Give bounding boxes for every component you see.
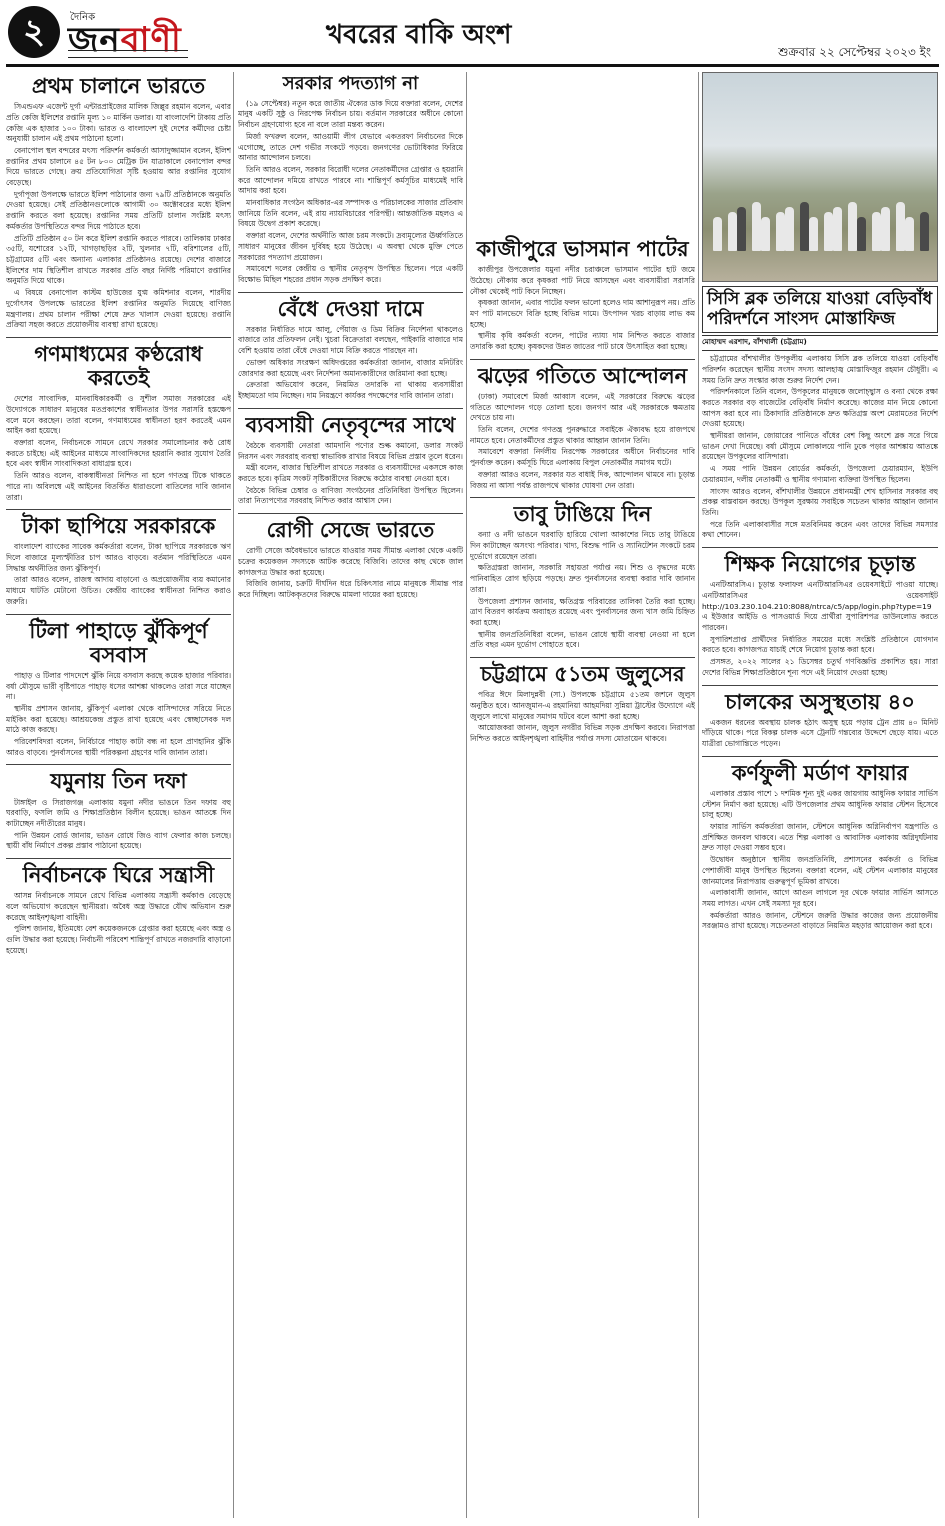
story (6, 764, 231, 852)
column-divider (698, 72, 699, 1518)
story-body (470, 690, 695, 745)
story-paragraph: দেশের সাংবাদিক, মানবাধিকারকর্মী ও সুশীল সমাজ সরকারের এই উদ্যোগকে সাধারণ মানুষের মতপ্রকাশের স্বাধীনতার উপর সরাসরি হস্তক্ষেপ বলে মনে করছেন। তারা বলেন, গণমাধ্যমের স্বাধীনতা হরণ করতেই এমন আইন করা হয়েছে। (6, 394, 231, 436)
column-divider (233, 72, 234, 1518)
story (238, 292, 463, 402)
story-paragraph: মানবাধিকার সংগঠন অধিকার-এর সম্পাদক ও পরিচালকের সাজার প্রতিবাদ জানিয়ে তিনি বলেন, এই রায় ন্যায়বিচারের পরিপন্থী। আন্তর্জাতিক মহলও এ বিষয়ে উদ্বেগ প্রকাশ করেছে। (238, 198, 463, 229)
story-paragraph: বক্তারা বলেন, নির্বাচনকে সামনে রেখে সরকার সমালোচনার কণ্ঠ রোধ করতে চাইছে। এই আইনের মাধ্যমে সাংবাদিকদের হয়রানি করার সুযোগ তৈরি হবে এবং স্বাধীন সাংবাদিকতা বাধাগ্রস্ত হবে। (6, 438, 231, 469)
story-paragraph: বন্যা ও নদী ভাঙনে ঘরবাড়ি হারিয়ে খোলা আকাশের নিচে তাবু টাঙিয়ে দিন কাটাচ্ছেন অসংখ্য পরিবার। খাদ্য, বিশুদ্ধ পানি ও স্যানিটেশন সংকটে চরম দুর্ভোগে রয়েছেন তারা। (470, 530, 695, 561)
photo-figure (752, 202, 761, 251)
story-paragraph: এ সময় পানি উন্নয়ন বোর্ডের কর্মকর্তা, উপজেলা চেয়ারম্যান, ইউপি চেয়ারম্যান, দলীয় নেতাকর্মী ও স্থানীয় গণ্যমান্য ব্যক্তিরা উপস্থিত ছিলেন। (702, 464, 938, 484)
story (6, 74, 231, 331)
headline: ঝড়ের গতিতে আন্দোলন (470, 359, 695, 388)
photo-figure (920, 212, 929, 251)
story-paragraph: তারা আরও বলেন, রাজস্ব আদায় বাড়ানো ও অপ্রয়োজনীয় ব্যয় কমানোর মাধ্যমে ঘাটতি মেটানো উচিত। কেন্দ্রীয় ব্যাংকের স্বাধীনতা নিশ্চিত করাও জরুরি। (6, 575, 231, 606)
story-body (238, 441, 463, 507)
story-paragraph: স্থানীয় কৃষি কর্মকর্তা বলেন, পাটের ন্যায্য দাম নিশ্চিত করতে বাজার তদারকি করা হচ্ছে। কৃষকদের উন্নত জাতের পাট চাষে উৎসাহিত করা হচ্ছে। (470, 331, 695, 352)
logo-prefix: দৈনিক (70, 12, 96, 23)
story-paragraph: রোগী সেজে অবৈধভাবে ভারতে যাওয়ার সময় সীমান্ত এলাকা থেকে একটি চক্রের কয়েকজন সদস্যকে আটক করেছে বিজিবি। তাদের কাছ থেকে জাল কাগজপত্র উদ্ধার করা হয়েছে। (238, 546, 463, 577)
story-paragraph: স্থানীয় প্রশাসন জানায়, ঝুঁকিপূর্ণ এলাকা থেকে বাসিন্দাদের সরিয়ে নিতে মাইকিং করা হয়েছে। আশ্রয়কেন্দ্র প্রস্তুত রাখা হয়েছে এবং স্বেচ্ছাসেবক দল মাঠে কাজ করছে। (6, 703, 231, 735)
story-paragraph: এলাকার প্রস্তাব পাশে ১ দশমিক শূন্য দুই একর জায়গায় আধুনিক ফায়ার সার্ভিস স্টেশন নির্মাণ করা হয়েছে। এটি উপজেলার প্রথম আধুনিক ফায়ার স্টেশন হিসেবে চালু হচ্ছে। (702, 788, 938, 820)
page-heading: খবরের বাকি অংশ (326, 20, 512, 50)
headline: সিসি ব্লক তলিয়ে যাওয়া বেড়িবাঁধ পরিদর্শনে সাংসদ মোস্তাফিজ (707, 289, 933, 329)
logo-underline (68, 50, 188, 58)
story-body (470, 530, 695, 651)
story-paragraph: আসন্ন নির্বাচনকে সামনে রেখে বিভিন্ন এলাকায় সন্ত্রাসী কর্মকাণ্ড বেড়েছে বলে অভিযোগ করেছেন স্থানীয়রা। অবৈধ অস্ত্র উদ্ধারে যৌথ অভিযান শুরু করেছে আইনশৃঙ্খলা বাহিনী। (6, 891, 231, 922)
story-paragraph: বিজিবি জানায়, চক্রটি দীর্ঘদিন ধরে চিকিৎসার নামে মানুষকে সীমান্ত পার করে দিচ্ছিল। আটককৃতদের বিরুদ্ধে মামলা দায়ের করা হয়েছে। (238, 579, 463, 600)
photo-figure (809, 217, 818, 251)
story (702, 286, 938, 541)
story-paragraph: পরিদর্শনকালে তিনি বলেন, উপকূলের মানুষকে জলোচ্ছ্বাস ও বন্যা থেকে রক্ষা করতে সরকার বড় বাজেটের বেড়িবাঁধ নির্মাণ করেছে। কাজের মান নিয়ে কোনো আপস করা হবে না। ঠিকাদারি প্রতিষ্ঠানকে দ্রুত ক্ষতিগ্রস্ত অংশ মেরামতের নির্দেশ দেওয়া হয়েছে। (702, 387, 938, 429)
story-paragraph: পরিবেশবিদরা বলেন, নির্বিচারে পাহাড় কাটা বন্ধ না হলে প্রাণহানির ঝুঁকি আরও বাড়বে। পুনর্বাসনের স্থায়ী পরিকল্পনা গ্রহণের দাবি জানান তারা। (6, 737, 231, 757)
story-paragraph: বাংলাদেশ ব্যাংকের সাবেক কর্মকর্তারা বলেন, টাকা ছাপিয়ে সরকারকে ঋণ দিলে বাজারে মূল্যস্ফীতির চাপ আরও বাড়বে। বর্তমান পরিস্থিতিতে এমন সিদ্ধান্ত অর্থনীতির জন্য ঝুঁকিপূর্ণ। (6, 542, 231, 573)
news-photo (702, 72, 938, 282)
photo-crowd (713, 191, 927, 251)
story-body (6, 671, 231, 759)
story-paragraph: তিনি আরও বলেন, বাকস্বাধীনতা নিশ্চিত না হলে গণতন্ত্র টিকে থাকতে পারে না। অবিলম্বে এই আইনের বিতর্কিত ধারাগুলো বাতিলের দাবি জানান তারা। (6, 471, 231, 502)
headline: রোগী সেজে ভারতে (238, 513, 463, 542)
story-paragraph: স্থানীয় জনপ্রতিনিধিরা বলেন, ভাঙন রোধে স্থায়ী ব্যবস্থা নেওয়া না হলে প্রতি বছর এমন দুর্ভোগ পোহাতে হবে। (470, 629, 695, 650)
story-paragraph: বক্তারা বলেন, দেশের অর্থনীতি আজ চরম সংকটে। দ্রব্যমূল্যের ঊর্ধ্বগতিতে সাধারণ মানুষের জীবন দুর্বিষহ হয়ে উঠেছে। এ অবস্থা থেকে মুক্তি পেতে সরকারের পদত্যাগ প্রয়োজন। (238, 231, 463, 262)
photo-figure (776, 212, 785, 251)
story (470, 497, 695, 651)
story-paragraph: বৈঠকে বিভিন্ন চেম্বার ও বাণিজ্য সংগঠনের প্রতিনিধিরা উপস্থিত ছিলেন। তারা নিত্যপণ্যের সরবরাহ নিশ্চিত করার আশ্বাস দেন। (238, 485, 463, 506)
story-body (6, 891, 231, 956)
story-paragraph: সাংসদ আরও বলেন, বাঁশখালীর উন্নয়নে প্রধানমন্ত্রী শেখ হাসিনার সরকার বহু প্রকল্প বাস্তবায়ন করছে। উপকূল সুরক্ষায় সবাইকে সচেতন থাকার আহ্বান জানান তিনি। (702, 486, 938, 517)
story-paragraph: প্রসঙ্গত, ২০২২ সালের ২১ ডিসেম্বর চতুর্থ গণবিজ্ঞপ্তি প্রকাশিত হয়। সারা দেশের বিভিন্ন শিক্ষাপ্রতিষ্ঠানে শূন্য পদে এই নিয়োগ দেওয়া হচ্ছে। (702, 657, 938, 677)
story-paragraph: ফায়ার সার্ভিস কর্মকর্তারা জানান, স্টেশনে আধুনিক অগ্নিনির্বাপণ যন্ত্রপাতি ও প্রশিক্ষিত জনবল থাকবে। এতে শিল্প এলাকা ও আবাসিক এলাকায় অগ্নিদুর্ঘটনায় দ্রুত সাড়া দেওয়া সম্ভব হবে। (702, 822, 938, 853)
story-paragraph: পানি উন্নয়ন বোর্ড জানায়, ভাঙন রোধে জিও ব্যাগ ফেলার কাজ চলছে। স্থায়ী বাঁধ নির্মাণে প্রকল্প প্রস্তাব পাঠানো হয়েছে। (6, 830, 231, 851)
photo-figure (800, 202, 809, 251)
story-paragraph: (১৯ সেপ্টেম্বর) নতুন করে জাতীয় ঐক্যের ডাক দিয়ে বক্তারা বলেন, দেশের মানুষ একটি সুষ্ঠু ও নিরপেক্ষ নির্বাচন চায়। বর্তমান সরকারের অধীনে কোনো নির্বাচন গ্রহণযোগ্য হবে না বলে তারা মন্তব্য করেন। (238, 98, 463, 130)
column-1 (6, 72, 231, 1518)
story-paragraph: তিনি বলেন, দেশের গণতন্ত্র পুনরুদ্ধারে সবাইকে ঐক্যবদ্ধ হয়ে রাজপথে নামতে হবে। নেতাকর্মীদের প্রস্তুত থাকার আহ্বান জানান তিনি। (470, 425, 695, 445)
headline: ব্যবসায়ী নেতৃবৃন্দের সাথে (238, 408, 463, 437)
story-body (702, 354, 938, 541)
logo-part-2: বাণী (120, 20, 182, 60)
story-paragraph: দুর্গাপূজা উপলক্ষে ভারতে ইলিশ পাঠানোর জন্য ৭৯টি প্রতিষ্ঠানকে অনুমতি দেওয়া হয়েছে। সেই প্রতিষ্ঠানগুলোকে আগামী ৩০ অক্টোবরের মধ্যে ইলিশ রপ্তানি করতে বলা হয়েছে। রপ্তানির সময় প্রতিটি চালান সংশ্লিষ্ট মৎস্য কর্মকর্তার উপস্থিতিতে বন্দর দিয়ে পাঠাতে হবে। (6, 189, 231, 231)
column-divider (466, 72, 467, 1518)
story-body (6, 798, 231, 853)
story-paragraph: পবিত্র ঈদে মিলাদুন্নবী (সা.) উপলক্ষে চট্টগ্রামে ৫১তম জশনে জুলুস অনুষ্ঠিত হবে। আনজুমান-এ রহমানিয়া আহমদিয়া সুন্নিয়া ট্রাস্টের উদ্যোগে এই জুলুসে লাখো মানুষের সমাগম ঘটবে বলে আশা করা হচ্ছে। (470, 690, 695, 721)
logo-part-1: জন (68, 20, 121, 60)
headline: শিক্ষক নিয়োগের চূড়ান্ত (702, 547, 938, 576)
story-paragraph: উদ্বোধন অনুষ্ঠানে স্থানীয় জনপ্রতিনিধি, প্রশাসনের কর্মকর্তা ও বিভিন্ন পেশাজীবী মানুষ উপস্থিত ছিলেন। বক্তারা বলেন, এই স্টেশন এলাকার মানুষের জানমালের নিরাপত্তায় গুরুত্বপূর্ণ ভূমিকা রাখবে। (702, 855, 938, 886)
story-body (6, 102, 231, 331)
photo-figure (905, 217, 914, 251)
story-paragraph: সমাবেশে দলের কেন্দ্রীয় ও স্থানীয় নেতৃবৃন্দ উপস্থিত ছিলেন। পরে একটি বিক্ষোভ মিছিল শহরের প্রধান সড়ক প্রদক্ষিণ করে। (238, 264, 463, 284)
story (702, 685, 938, 750)
photo-figure (872, 212, 881, 251)
headline: তাবু টাঙিয়ে দিন (470, 497, 695, 526)
story-paragraph: ভোক্তা অধিকার সংরক্ষণ অধিদপ্তরের কর্মকর্তারা জানান, বাজার মনিটরিং জোরদার করা হয়েছে এবং নির্দেশনা অমান্যকারীদের জরিমানা করা হচ্ছে। (238, 357, 463, 378)
story-paragraph: বক্তারা আরও বলেন, সরকার যত বাধাই দিক, আন্দোলন থামবে না। চূড়ান্ত বিজয় না আসা পর্যন্ত রাজপথে থাকার ঘোষণা দেন তারা। (470, 469, 695, 490)
byline: মোহাম্মদ এরশাদ, বাঁশখালী (চট্টগ্রাম) (702, 335, 938, 351)
story-paragraph: সরকার নির্ধারিত দামে আলু, পেঁয়াজ ও ডিম বিক্রির নির্দেশনা থাকলেও বাজারে তার প্রতিফলন নেই। খুচরা বিক্রেতারা বলছেন, পাইকারি বাজারে দাম বেশি হওয়ায় তারা বেঁধে দেওয়া দামে বিক্রি করতে পারছেন না। (238, 324, 463, 356)
story-paragraph: সুপারিশপ্রাপ্ত প্রার্থীদের নির্ধারিত সময়ের মধ্যে সংশ্লিষ্ট প্রতিষ্ঠানে যোগদান করতে হবে। কাগজপত্র যাচাই শেষে নিয়োগ চূড়ান্ত করা হবে। (702, 634, 938, 655)
story-body (6, 542, 231, 607)
story-body (238, 99, 463, 286)
story-body (6, 394, 231, 503)
story-body (470, 265, 695, 353)
headline: চালকের অসুস্থতায় ৪০ (702, 685, 938, 714)
headline: প্রথম চালানে ভারতে (31, 74, 206, 98)
photo-figure (785, 207, 794, 251)
story-paragraph: কৃষকরা জানান, এবার পাটের ফলন ভালো হলেও দাম আশানুরূপ নয়। প্রতি মণ পাট মানভেদে বিক্রি হচ্ছে বিভিন্ন দামে। উৎপাদন খরচ বাড়ায় লাভ কম হচ্ছে। (470, 298, 695, 329)
headline: গণমাধ্যমের কণ্ঠরোধ করতেই (6, 337, 231, 390)
photo-figure (881, 207, 890, 251)
story-paragraph: টাঙ্গাইল ও সিরাজগঞ্জ এলাকায় যমুনা নদীর ভাঙনে তিন দফায় বহু ঘরবাড়ি, ফসলি জমি ও শিক্ষাপ্রতিষ্ঠান বিলীন হয়েছে। ভাঙন আতঙ্কে দিন কাটাচ্ছেন নদীতীরের মানুষ। (6, 797, 231, 829)
masthead (6, 4, 939, 62)
headline-box (702, 286, 938, 333)
headline: টাকা ছাপিয়ে সরকারকে (6, 509, 231, 538)
story-paragraph: প্রতিটি প্রতিষ্ঠান ৫০ টন করে ইলিশ রপ্তানি করতে পারবে। তালিকায় ঢাকার ৩৫টি, যশোরের ১২টি, খাগড়াছড়ির ২টি, খুলনার ৭টি, বরিশালের ৫টি, চট্টগ্রামের ৫টি এবং অন্যান্য এলাকার প্রতিষ্ঠানও রয়েছে। দেশের বাজারে ইলিশের দাম স্থিতিশীল রাখতে সরকার প্রতি বছর নির্দিষ্ট পরিমাণে রপ্তানির অনুমতি দিয়ে থাকে। (6, 233, 231, 286)
story-paragraph: কর্মকর্তারা আরও জানান, স্টেশনে জরুরি উদ্ধার কাজের জন্য প্রয়োজনীয় সরঞ্জামও রাখা হয়েছে। সচেতনতা বাড়াতে নিয়মিত মহড়ার আয়োজন করা হবে। (702, 910, 938, 931)
column-3 (470, 72, 695, 1518)
story-paragraph: চট্টগ্রামের বাঁশখালীর উপকূলীয় এলাকায় সিসি ব্লক তলিয়ে যাওয়া বেড়িবাঁধ পরিদর্শন করেছেন স্থানীয় সংসদ সদস্য আলহাজ্ব মোস্তাফিজুর রহমান চৌধুরী। এ সময় তিনি দ্রুত সংস্কার কাজ শুরুর নির্দেশ দেন। (702, 354, 938, 385)
photo-figure (713, 217, 722, 251)
story-paragraph: এ বিষয়ে বেনাপোল কাস্টম হাউজের যুগ্ম কমিশনার বলেন, শারদীয় দুর্গোৎসব উপলক্ষে ভারতের ইলিশ রপ্তানির অনুমতি দিয়েছে বাণিজ্য মন্ত্রণালয়। প্রথম চালান পরীক্ষা শেষে দ্রুত খালাস দেওয়া হয়েছে। রপ্তানি প্রক্রিয়া সহজ করতে প্রয়োজনীয় ব্যবস্থা রাখা হয়েছে। (6, 288, 231, 330)
story-paragraph: মির্জা ফখরুল বলেন, আওয়ামী লীগ যেভাবে একতরফা নির্বাচনের দিকে এগোচ্ছে, তাতে দেশ গভীর সংকটে পড়বে। জনগণের ভোটাধিকার ফিরিয়ে আনার আন্দোলন চলবে। (238, 131, 463, 163)
story (6, 858, 231, 956)
story-body (238, 546, 463, 601)
story-paragraph: মন্ত্রী বলেন, বাজার স্থিতিশীল রাখতে সরকার ও ব্যবসায়ীদের একসঙ্গে কাজ করতে হবে। কৃত্রিম সংকট সৃষ্টিকারীদের বিরুদ্ধে কঠোর ব্যবস্থা নেওয়া হবে। (238, 463, 463, 483)
story-paragraph: সমাবেশে বক্তারা নির্দলীয় নিরপেক্ষ সরকারের অধীনে নির্বাচনের দাবি পুনর্ব্যক্ত করেন। কর্মসূচি ঘিরে এলাকায় বিপুল নেতাকর্মীর সমাগম ঘটে। (470, 447, 695, 468)
story (470, 359, 695, 491)
story-paragraph: কাজীপুর উপজেলার যমুনা নদীর চরাঞ্চলে ভাসমান পাটের হাট জমে উঠেছে। নৌকায় করে কৃষকরা পাট নিয়ে আসছেন এবং ব্যবসায়ীরা সরাসরি নৌকা থেকেই পাট কিনে নিচ্ছেন। (470, 265, 695, 296)
story-paragraph: তিনি আরও বলেন, সরকার বিরোধী দলের নেতাকর্মীদের গ্রেপ্তার ও হয়রানি করে আন্দোলন দমিয়ে রাখতে পারবে না। শান্তিপূর্ণ কর্মসূচির মাধ্যমেই দাবি আদায় করা হবে। (238, 164, 463, 196)
headline: যমুনায় তিন দফা (6, 764, 231, 793)
story-body (702, 580, 938, 678)
page-number: ২ (8, 6, 60, 58)
story-paragraph: (ঢাকা) সমাবেশে মির্জা আব্বাস বলেন, এই সরকারের বিরুদ্ধে ঝড়ের গতিতে আন্দোলন গড়ে তোলা হবে। জনগণ আর এই সরকারকে ক্ষমতায় দেখতে চায় না। (470, 391, 695, 423)
page-date: শুক্রবার ২২ সেপ্টেম্বর ২০২৩ ইং (778, 45, 931, 59)
story-paragraph: এলাকাবাসী জানান, আগে আগুন লাগলে দূর থেকে ফায়ার সার্ভিস আসতে সময় লাগত। এখন সেই সমস্যা দূর হবে। (702, 888, 938, 908)
story (238, 408, 463, 507)
story-paragraph: বৈঠকে ব্যবসায়ী নেতারা আমদানি পণ্যের শুল্ক কমানো, ডলার সংকট নিরসন এবং সরবরাহ ব্যবস্থা স্বাভাবিক রাখার বিষয়ে বিভিন্ন প্রস্তাব তুলে ধরেন। (238, 440, 463, 461)
story-paragraph: আয়োজকরা জানান, জুলুস নগরীর বিভিন্ন সড়ক প্রদক্ষিণ করবে। নিরাপত্তা নিশ্চিত করতে আইনশৃঙ্খলা বাহিনীর পর্যাপ্ত সদস্য মোতায়েন থাকবে। (470, 723, 695, 744)
story-paragraph: পরে তিনি এলাকাবাসীর সঙ্গে মতবিনিময় করেন এবং তাদের বিভিন্ন সমস্যার কথা শোনেন। (702, 519, 938, 540)
story (470, 237, 695, 353)
headline: টিলা পাহাড়ে ঝুঁকিপূর্ণ বসবাস (6, 614, 231, 667)
headline: নির্বাচনকে ঘিরে সন্ত্রাসী (6, 858, 231, 887)
story-paragraph: এনটিআরসিএ। চূড়ান্ত ফলাফল এনটিআরসিএর ওয়েবসাইটে পাওয়া যাচ্ছে। এনটিআরসিএর ওয়েবসাইট http://103.230.104.210:8088/ntrca/c5/app/login.php?type=19 এ ইউজার আইডি ও পাসওয়ার্ড দিয়ে প্রার্থীরা সুপারিশপত্র ডাউনলোড করতে পারবেন। (702, 580, 938, 632)
story-body (470, 392, 695, 491)
photo-figure (761, 217, 770, 251)
headline: সরকার পদত্যাগ না (282, 73, 419, 94)
story-paragraph: বেনাপোল স্থল বন্দরের মৎস্য পরিদর্শন কর্মকর্তা আসাদুজ্জামান বলেন, ইলিশ রপ্তানির প্রথম চালানে ৪৫ টন ৮০০ মেট্রিক টন যাত্রাকালে বেনাপোল বন্দর দিয়ে ভারতে গেছে। ক্রয় প্রতিযোগিতা সৃষ্টি হওয়ায় আর রপ্তানির সুযোগ বেড়েছে। (6, 145, 231, 188)
story-body (702, 718, 938, 750)
story-paragraph: ক্রেতারা অভিযোগ করেন, নিয়মিত তদারকি না থাকায় ব্যবসায়ীরা ইচ্ছামতো দাম নিচ্ছেন। দাম নিয়ন্ত্রণে কার্যকর পদক্ষেপের দাবি জানান তারা। (238, 380, 463, 400)
story-paragraph: সিএন্ডএফ এজেন্ট দুর্গা এন্টারপ্রাইজের মালিক জিল্লুর রহমান বলেন, এবার প্রতি কেজি ইলিশের রপ্তানি মূল্য ১০ মার্কিন ডলার। যা বাংলাদেশি টাকায় প্রতি কেজি এক হাজার ১০০ টাকা। ভারত ও বাংলাদেশ দুই দেশের কর্মীদের চেষ্টা অনুযায়ী চালান এই প্রথম পাঠানো হলো। (6, 102, 231, 144)
headline: চট্টগ্রামে ৫১তম জুলুসের (470, 657, 695, 686)
headline: কাজীপুরে ভাসমান পাটের (476, 237, 689, 261)
photo-figure (833, 207, 842, 251)
headline: বেঁধে দেওয়া দামে (238, 292, 463, 321)
story-paragraph: পাহাড় ও টিলার পাদদেশে ঝুঁকি নিয়ে বসবাস করছে কয়েক হাজার পরিবার। বর্ষা মৌসুমে ভারী বৃষ্টিপাতে পাহাড় ধসের আশঙ্কা থাকলেও তারা সরে যাচ্ছেন না। (6, 670, 231, 702)
story (238, 74, 463, 286)
photo-figure (824, 212, 833, 251)
story-paragraph: ক্ষতিগ্রস্তরা জানান, সরকারি সহায়তা পর্যাপ্ত নয়। শিশু ও বৃদ্ধদের মধ্যে পানিবাহিত রোগ ছড়িয়ে পড়ছে। দ্রুত পুনর্বাসনের ব্যবস্থা করার দাবি জানান তারা। (470, 563, 695, 594)
masthead-rule (6, 64, 939, 67)
story-body (702, 789, 938, 932)
story (238, 513, 463, 601)
story-paragraph: উপজেলা প্রশাসন জানায়, ক্ষতিগ্রস্ত পরিবারের তালিকা তৈরি করা হচ্ছে। ত্রাণ বিতরণ কার্যক্রম অব্যাহত রয়েছে এবং পুনর্বাসনের জন্য খাস জমি চিহ্নিত করা হচ্ছে। (470, 596, 695, 627)
column-2 (238, 72, 463, 1518)
photo-figure (728, 212, 737, 251)
story (6, 337, 231, 503)
story (702, 547, 938, 678)
story-body (238, 325, 463, 402)
photo-figure (857, 217, 866, 251)
column-4 (702, 72, 938, 1518)
story-paragraph: একজন ধরনের অবস্থায় চালক হঠাৎ অসুস্থ হয়ে পড়ায় ট্রেন প্রায় ৪০ মিনিট দাঁড়িয়ে থাকে। পরে বিকল্প চালক এসে ট্রেনটি গন্তব্যের উদ্দেশে ছেড়ে যায়। এতে যাত্রীরা ভোগান্তিতে পড়েন। (702, 717, 938, 749)
story-paragraph: স্থানীয়রা জানান, জোয়ারের পানিতে বাঁধের বেশ কিছু অংশে ব্লক সরে গিয়ে ভাঙন দেখা দিয়েছে। বর্ষা মৌসুমে লোকালয়ে পানি ঢুকে পড়ার আশঙ্কায় আতঙ্কে রয়েছেন উপকূলের বাসিন্দারা। (702, 431, 938, 462)
photo-figure (848, 202, 857, 251)
story (6, 509, 231, 607)
story (6, 614, 231, 759)
headline: কর্ণফুলী মর্ডাণ ফায়ার (702, 756, 938, 785)
story (470, 657, 695, 745)
story (702, 756, 938, 932)
photo-figure (896, 202, 905, 251)
story-paragraph: পুলিশ জানায়, ইতিমধ্যে বেশ কয়েকজনকে গ্রেপ্তার করা হয়েছে এবং অস্ত্র ও গুলি উদ্ধার করা হয়েছে। নির্বাচনী পরিবেশ শান্তিপূর্ণ রাখতে নজরদারি বাড়ানো হয়েছে। (6, 924, 231, 955)
photo-figure (737, 207, 746, 251)
